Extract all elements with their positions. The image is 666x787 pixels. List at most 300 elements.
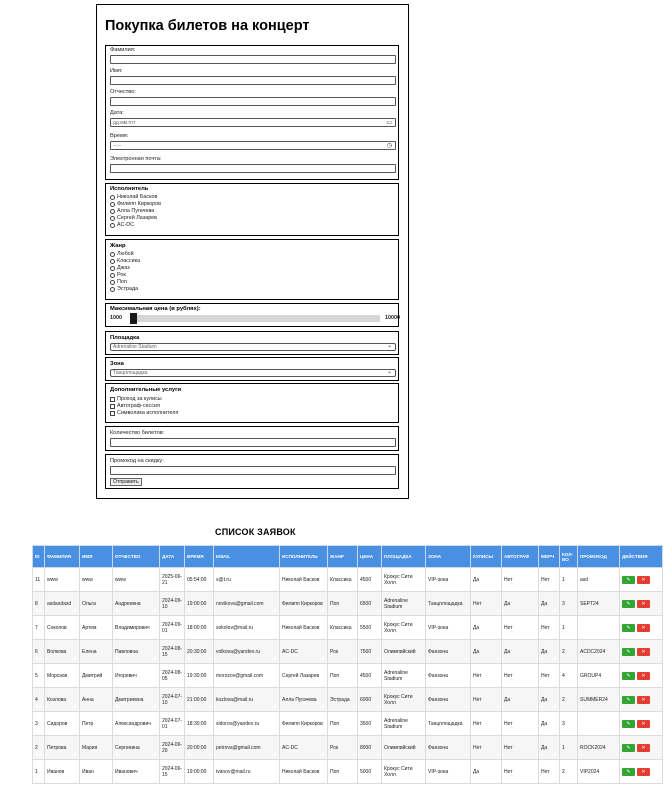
actions-cell — [620, 664, 663, 688]
table-cell: s@t.ru — [214, 568, 280, 592]
table-cell: Нет — [502, 616, 539, 640]
column-header: ИСПОЛНИТЕЛЬ — [280, 546, 328, 568]
venue-select[interactable] — [110, 343, 396, 351]
table-cell: Фанзона — [426, 688, 471, 712]
chevron-down-icon: ⌄ — [386, 369, 392, 375]
patronymic-label: Отчество: — [110, 89, 136, 95]
table-cell: 19:00:00 — [185, 592, 214, 616]
table-cell: 5 — [33, 664, 45, 688]
close-icon: ✕ — [641, 696, 646, 703]
name-label: Имя: — [110, 68, 123, 74]
genre-fieldset — [105, 239, 399, 300]
table-cell: 2024-07-01 — [160, 712, 185, 736]
zone-selected-value: Танцплощадка — [113, 370, 148, 376]
table-cell: Крокус Сити Холл — [382, 616, 426, 640]
email-input[interactable] — [110, 164, 396, 173]
table-cell: VIP2024 — [578, 760, 620, 784]
table-cell: 4500 — [358, 664, 382, 688]
column-header: ДЕЙСТВИЯ — [620, 546, 663, 568]
performer-option[interactable]: Сергей Лазарев — [110, 215, 157, 221]
radio-button[interactable] — [110, 202, 115, 207]
table-cell: asd — [578, 568, 620, 592]
table-cell: Дмитрий — [80, 664, 113, 688]
table-cell: 2 — [560, 640, 578, 664]
table-cell: volkova@yandex.ru — [214, 640, 280, 664]
price-min-label: 1000 — [110, 315, 122, 321]
table-cell: Сергеевна — [113, 736, 160, 760]
close-icon: ✕ — [641, 672, 646, 679]
pencil-icon: ✎ — [626, 696, 631, 703]
calendar-icon: ▭ — [386, 120, 392, 126]
table-cell: Николай Басков — [280, 760, 328, 784]
close-icon: ✕ — [641, 600, 646, 607]
table-cell: Танцплощадка — [426, 592, 471, 616]
table-cell: Мария — [80, 736, 113, 760]
table-cell: Да — [539, 592, 560, 616]
table-cell: Рок — [328, 736, 358, 760]
date-placeholder: дд.мм.гггг — [113, 120, 136, 126]
table-cell: kozlova@mail.ru — [214, 688, 280, 712]
table-cell: SEPT24 — [578, 592, 620, 616]
table-cell: Дмитриевна — [113, 688, 160, 712]
table-cell: Да — [502, 640, 539, 664]
delete-button[interactable] — [637, 672, 650, 680]
table-cell: 20:30:00 — [185, 640, 214, 664]
table-cell: sokolov@mail.ru — [214, 616, 280, 640]
table-cell: 6000 — [358, 688, 382, 712]
table-cell: Нет — [471, 688, 502, 712]
table-cell: Нет — [471, 664, 502, 688]
table-cell: Нет — [539, 664, 560, 688]
performer-title: Исполнитель — [110, 186, 149, 192]
table-row — [33, 688, 663, 712]
actions-cell — [620, 760, 663, 784]
table-cell: Сергей Лазарев — [280, 664, 328, 688]
time-placeholder: --:-- — [113, 143, 122, 149]
column-header: EMAIL — [214, 546, 280, 568]
checkbox[interactable] — [110, 397, 115, 402]
table-cell: Артем — [80, 616, 113, 640]
table-cell: Нет — [502, 736, 539, 760]
table-cell: Филипп Киркоров — [280, 592, 328, 616]
edit-button[interactable] — [622, 600, 635, 608]
table-row — [33, 664, 663, 688]
table-cell: 3 — [560, 712, 578, 736]
table-cell: 4 — [33, 688, 45, 712]
table-cell: Петрова — [45, 736, 80, 760]
column-header: ФАМИЛИЯ — [45, 546, 80, 568]
delete-button[interactable] — [637, 720, 650, 728]
radio-button[interactable] — [110, 223, 115, 228]
genre-title: Жанр — [110, 243, 126, 249]
table-cell: Козлова — [45, 688, 80, 712]
performer-option[interactable]: Алла Пугачева — [110, 208, 154, 214]
genre-option[interactable]: Классика — [110, 258, 140, 264]
table-cell: Да — [471, 568, 502, 592]
table-cell: 3 — [33, 712, 45, 736]
edit-button[interactable] — [622, 576, 635, 584]
zone-fieldset — [105, 357, 399, 381]
edit-button[interactable] — [622, 768, 635, 776]
delete-button[interactable] — [637, 768, 650, 776]
performer-fieldset — [105, 183, 399, 236]
table-cell: Нет — [539, 760, 560, 784]
actions-cell — [620, 640, 663, 664]
edit-button[interactable] — [622, 624, 635, 632]
table-row — [33, 568, 663, 592]
edit-button[interactable] — [622, 744, 635, 752]
column-header: АВТОГРАФ — [502, 546, 539, 568]
column-header: ВРЕМЯ — [185, 546, 214, 568]
surname-label: Фамилия: — [110, 47, 136, 53]
edit-button[interactable] — [622, 696, 635, 704]
performer-option[interactable]: Николай Басков — [110, 194, 157, 200]
table-cell: novikova@gmail.com — [214, 592, 280, 616]
table-cell: Да — [539, 688, 560, 712]
services-fieldset — [105, 383, 399, 423]
performer-option[interactable]: Филипп Киркоров — [110, 201, 161, 207]
genre-option[interactable]: Любой — [110, 251, 134, 257]
table-cell: VIP-зона — [426, 568, 471, 592]
table-cell: 18:00:00 — [185, 616, 214, 640]
radio-button[interactable] — [110, 209, 115, 214]
service-option[interactable]: Символика исполнителя — [110, 410, 178, 416]
promo-label: Промокод на скидку: — [110, 458, 164, 464]
table-cell: 3 — [560, 592, 578, 616]
table-cell: sidorov@yandex.ru — [214, 712, 280, 736]
table-row — [33, 736, 663, 760]
actions-cell — [620, 712, 663, 736]
table-cell: ROCK2024 — [578, 736, 620, 760]
table-cell: Иванов — [45, 760, 80, 784]
table-cell — [578, 616, 620, 640]
table-cell: 7 — [33, 616, 45, 640]
table-cell: Иван — [80, 760, 113, 784]
name-input[interactable] — [110, 76, 396, 85]
ticket-count-input[interactable] — [110, 438, 396, 447]
table-cell: AC-DC — [280, 736, 328, 760]
date-input[interactable] — [110, 118, 396, 127]
zone-title: Зона — [110, 361, 124, 367]
radio-button[interactable] — [110, 280, 115, 285]
table-cell: 5500 — [358, 616, 382, 640]
table-cell: Андреевна — [113, 592, 160, 616]
table-cell: 5000 — [358, 760, 382, 784]
table-cell: 1 — [560, 736, 578, 760]
table-cell: www — [45, 568, 80, 592]
pencil-icon: ✎ — [626, 576, 631, 583]
table-cell: 2 — [33, 736, 45, 760]
email-label: Электронная почта: — [110, 156, 162, 162]
venue-selected-value: Adrenaline Stadium — [113, 344, 157, 350]
table-cell: Олимпийский — [382, 640, 426, 664]
table-cell: Да — [471, 616, 502, 640]
table-cell: Владимирович — [113, 616, 160, 640]
patronymic-input[interactable] — [110, 97, 396, 106]
table-cell: Поп — [328, 760, 358, 784]
table-cell: morozov@gmail.com — [214, 664, 280, 688]
table-cell: Да — [539, 640, 560, 664]
checkbox[interactable] — [110, 411, 115, 416]
performer-option[interactable]: AC-DC — [110, 222, 134, 228]
pencil-icon: ✎ — [626, 720, 631, 727]
table-cell: 20:00:00 — [185, 736, 214, 760]
radio-button[interactable] — [110, 259, 115, 264]
table-cell: Да — [502, 592, 539, 616]
table-cell: Анна — [80, 688, 113, 712]
table-cell: Филипп Киркоров — [280, 712, 328, 736]
time-input[interactable] — [110, 141, 396, 150]
pencil-icon: ✎ — [626, 600, 631, 607]
table-cell: 2025-06-21 — [160, 568, 185, 592]
table-cell: Петр — [80, 712, 113, 736]
table-cell: 3500 — [358, 712, 382, 736]
table-cell: VIP-зона — [426, 616, 471, 640]
pencil-icon: ✎ — [626, 768, 631, 775]
close-icon: ✕ — [641, 720, 646, 727]
table-cell: Нет — [502, 664, 539, 688]
table-cell — [578, 712, 620, 736]
actions-cell — [620, 568, 663, 592]
table-cell: Поп — [328, 712, 358, 736]
actions-cell — [620, 592, 663, 616]
table-cell: 19:30:00 — [185, 664, 214, 688]
ticket-count-fieldset — [105, 426, 399, 451]
genre-option[interactable]: Рок — [110, 272, 126, 278]
clock-icon: ◷ — [386, 143, 392, 149]
table-row — [33, 640, 663, 664]
table-cell: 21:00:00 — [185, 688, 214, 712]
table-cell: VIP-зона — [426, 760, 471, 784]
table-cell: Ольга — [80, 592, 113, 616]
table-cell: 8000 — [358, 736, 382, 760]
table-cell: 7500 — [358, 640, 382, 664]
table-cell: Да — [471, 640, 502, 664]
edit-button[interactable] — [622, 648, 635, 656]
table-cell: ivanov@mail.ru — [214, 760, 280, 784]
table-cell: Соколов — [45, 616, 80, 640]
table-cell: Классика — [328, 568, 358, 592]
actions-cell — [620, 736, 663, 760]
price-slider-thumb[interactable] — [130, 313, 137, 324]
table-cell: Олимпийский — [382, 736, 426, 760]
table-cell: www — [80, 568, 113, 592]
table-cell: ACDC2024 — [578, 640, 620, 664]
table-cell: Нет — [539, 568, 560, 592]
table-cell: Нет — [502, 568, 539, 592]
table-cell: Александрович — [113, 712, 160, 736]
table-cell: asdasdasd — [45, 592, 80, 616]
table-cell: Фанзона — [426, 640, 471, 664]
radio-button[interactable] — [110, 273, 115, 278]
table-row — [33, 712, 663, 736]
table-cell: Николай Басков — [280, 568, 328, 592]
table-cell: AC-DC — [280, 640, 328, 664]
table-cell: 2024-08-15 — [160, 640, 185, 664]
time-label: Время: — [110, 133, 129, 139]
requests-list-title: СПИСОК ЗАЯВОК — [215, 527, 296, 537]
table-cell: Да — [471, 760, 502, 784]
radio-button[interactable] — [110, 266, 115, 271]
table-cell: Да — [502, 688, 539, 712]
table-cell: Adrenaline Stadium — [382, 592, 426, 616]
table-cell: Алла Пугачева — [280, 688, 328, 712]
table-cell: Нет — [539, 616, 560, 640]
table-cell: Фанзона — [426, 736, 471, 760]
table-cell: Нет — [471, 736, 502, 760]
table-cell: Эстрада — [328, 688, 358, 712]
checkbox[interactable] — [110, 404, 115, 409]
date-label: Дата: — [110, 110, 124, 116]
table-cell: Да — [539, 712, 560, 736]
table-cell: 2024-08-05 — [160, 664, 185, 688]
actions-cell — [620, 688, 663, 712]
table-header-row — [33, 546, 663, 568]
delete-button[interactable] — [637, 696, 650, 704]
table-cell: Нет — [502, 712, 539, 736]
venue-fieldset — [105, 331, 399, 355]
table-cell: 2024-07-10 — [160, 688, 185, 712]
radio-button[interactable] — [110, 195, 115, 200]
delete-button[interactable] — [637, 576, 650, 584]
radio-button[interactable] — [110, 252, 115, 257]
table-cell: Павловна — [113, 640, 160, 664]
requests-table — [32, 545, 663, 784]
table-cell: 1 — [560, 568, 578, 592]
table-cell: Николай Басков — [280, 616, 328, 640]
zone-select[interactable] — [110, 369, 396, 377]
service-option[interactable]: Проход за кулисы — [110, 396, 162, 402]
table-cell: Волкова — [45, 640, 80, 664]
column-header: ДАТА — [160, 546, 185, 568]
table-cell: 11 — [33, 568, 45, 592]
genre-option[interactable]: Джаз — [110, 265, 130, 271]
column-header: ИМЯ — [80, 546, 113, 568]
table-cell: GROUP4 — [578, 664, 620, 688]
column-header: КУЛИСЫ — [471, 546, 502, 568]
table-cell: Нет — [471, 712, 502, 736]
edit-button[interactable] — [622, 672, 635, 680]
pencil-icon: ✎ — [626, 744, 631, 751]
table-cell: Фанзона — [426, 664, 471, 688]
column-header: ОТЧЕСТВО — [113, 546, 160, 568]
page-title: Покупка билетов на концерт — [105, 18, 310, 34]
table-cell: Нет — [471, 592, 502, 616]
table-cell: Морозов — [45, 664, 80, 688]
pencil-icon: ✎ — [626, 672, 631, 679]
actions-cell — [620, 616, 663, 640]
column-header: ID — [33, 546, 45, 568]
promo-fieldset — [105, 454, 399, 489]
column-header: ПЛОЩАДКА — [382, 546, 426, 568]
pencil-icon: ✎ — [626, 648, 631, 655]
table-cell: www — [113, 568, 160, 592]
pencil-icon: ✎ — [626, 624, 631, 631]
table-cell: Крокус Сити Холл — [382, 568, 426, 592]
ticket-count-label: Количество билетов: — [110, 430, 165, 436]
table-cell: Крокус Сити Холл — [382, 760, 426, 784]
table-cell: 4500 — [358, 568, 382, 592]
table-cell: 2 — [560, 760, 578, 784]
table-cell: Поп — [328, 664, 358, 688]
ticket-form — [96, 4, 409, 499]
table-cell: Танцплощадка — [426, 712, 471, 736]
table-cell: Adrenaline Stadium — [382, 664, 426, 688]
delete-button[interactable] — [637, 600, 650, 608]
column-header: МЕРЧ — [539, 546, 560, 568]
promo-input[interactable] — [110, 466, 396, 475]
table-cell: 05:54:00 — [185, 568, 214, 592]
table-cell: Сидоров — [45, 712, 80, 736]
edit-button[interactable] — [622, 720, 635, 728]
table-cell: Иванович — [113, 760, 160, 784]
table-cell: Да — [539, 736, 560, 760]
table-cell: 2024-06-15 — [160, 760, 185, 784]
table-cell: Крокус Сити Холл — [382, 688, 426, 712]
table-cell: 18:30:00 — [185, 712, 214, 736]
delete-button[interactable] — [637, 624, 650, 632]
table-cell: Нет — [502, 760, 539, 784]
table-row — [33, 616, 663, 640]
radio-button[interactable] — [110, 287, 115, 292]
price-max-label: 10000 — [385, 315, 400, 321]
table-body — [33, 568, 663, 784]
price-slider-track[interactable] — [130, 315, 380, 322]
close-icon: ✕ — [641, 768, 646, 775]
genre-option[interactable]: Эстрада — [110, 286, 138, 292]
table-cell: 4 — [560, 664, 578, 688]
services-title: Дополнительные услуги — [110, 387, 182, 393]
close-icon: ✕ — [641, 744, 646, 751]
table-cell: 2024-09-01 — [160, 616, 185, 640]
column-header: КОЛ-ВО — [560, 546, 578, 568]
table-cell: 6500 — [358, 592, 382, 616]
genre-option[interactable]: Поп — [110, 279, 127, 285]
table-cell: petrova@gmail.com — [214, 736, 280, 760]
table-cell: Елена — [80, 640, 113, 664]
table-cell: 2 — [560, 688, 578, 712]
table-cell: Adrenaline Stadium — [382, 712, 426, 736]
table-cell: Игоревич — [113, 664, 160, 688]
submit-button[interactable]: Отправить — [110, 478, 142, 486]
price-fieldset — [105, 303, 399, 327]
price-title: Максимальная цена (в рублях): — [110, 306, 201, 312]
table-cell: 2024-06-20 — [160, 736, 185, 760]
table-cell: Рок — [328, 640, 358, 664]
table-cell: SUMMER24 — [578, 688, 620, 712]
column-header: ПРОМОКОД — [578, 546, 620, 568]
radio-button[interactable] — [110, 216, 115, 221]
close-icon: ✕ — [641, 648, 646, 655]
delete-button[interactable] — [637, 744, 650, 752]
surname-input[interactable] — [110, 55, 396, 64]
column-header: ЦЕНА — [358, 546, 382, 568]
table-cell: 2024-09-10 — [160, 592, 185, 616]
table-cell: Классика — [328, 616, 358, 640]
table-cell: Поп — [328, 592, 358, 616]
close-icon: ✕ — [641, 576, 646, 583]
table-cell: 19:00:00 — [185, 760, 214, 784]
service-option[interactable]: Автограф-сессия — [110, 403, 160, 409]
table-row — [33, 760, 663, 784]
column-header: ЗОНА — [426, 546, 471, 568]
table-cell: 8 — [33, 592, 45, 616]
chevron-down-icon: ⌄ — [386, 343, 392, 349]
table-row — [33, 592, 663, 616]
close-icon: ✕ — [641, 624, 646, 631]
table-cell: 1 — [560, 616, 578, 640]
delete-button[interactable] — [637, 648, 650, 656]
